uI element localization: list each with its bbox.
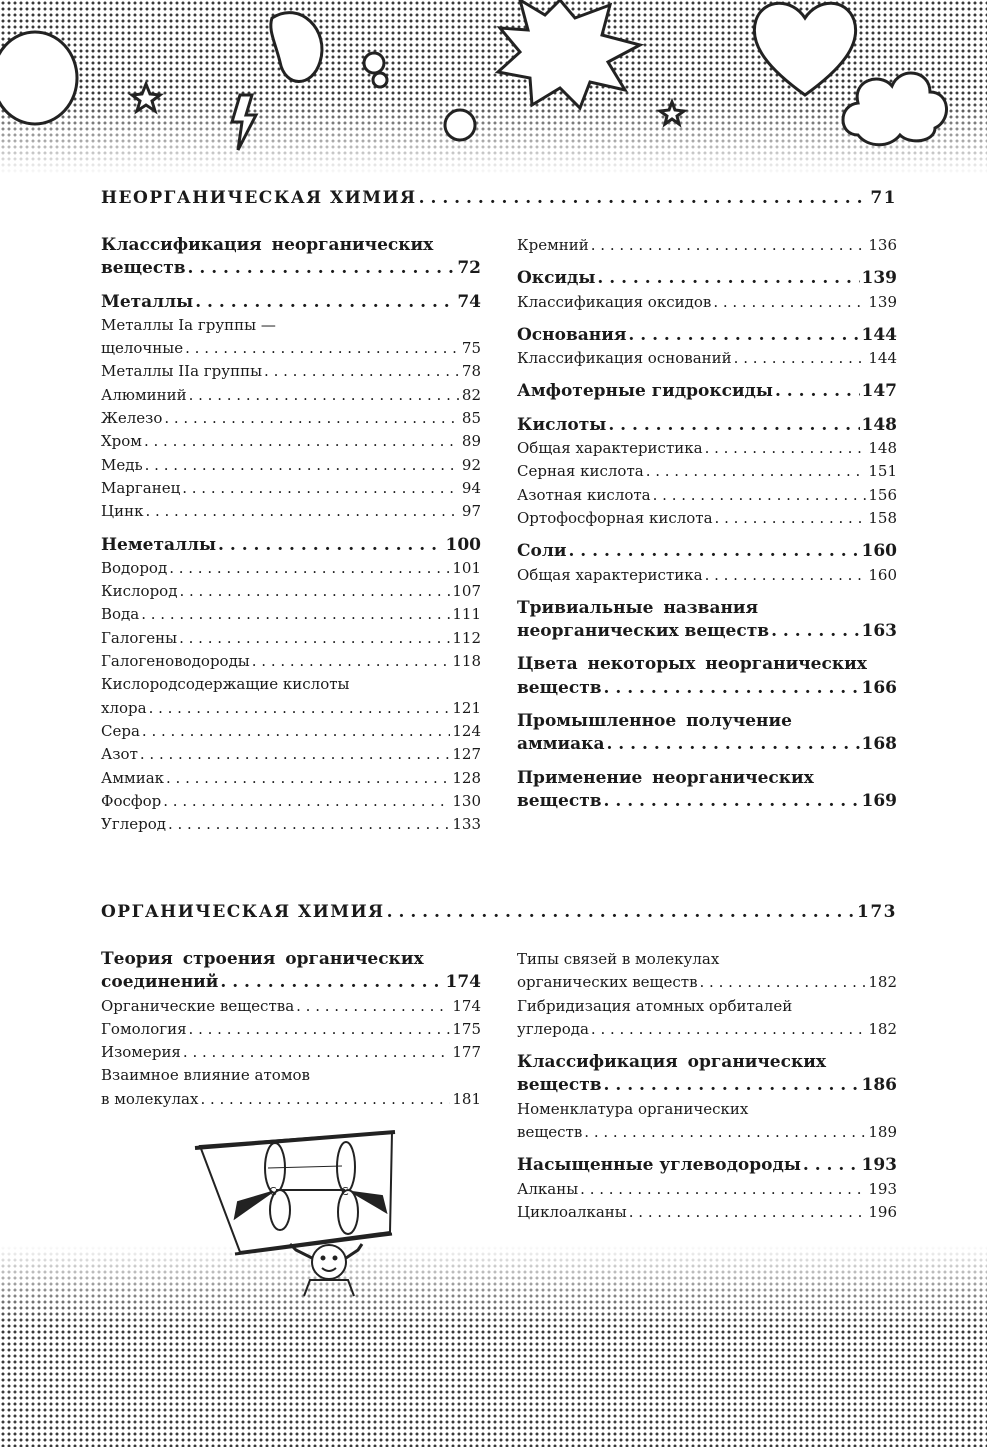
toc-entry-label: аммиака xyxy=(517,734,605,755)
toc-subentry-page: 148 xyxy=(868,439,897,458)
toc-subentry-page: 175 xyxy=(452,1019,481,1038)
toc-subentry-label: Серная кислота xyxy=(517,462,644,481)
toc-entry-label: неорганических веществ xyxy=(517,621,770,642)
toc-subentry-page: 82 xyxy=(461,385,481,404)
toc-subentry-label: Гомология xyxy=(101,1019,187,1038)
toc-subentry-page: 158 xyxy=(868,508,897,527)
toc-subentry[interactable] xyxy=(517,971,897,994)
toc-entry-title[interactable]: Классификация органических xyxy=(517,1052,826,1073)
toc-subentry-title[interactable]: Номенклатура органических xyxy=(517,1099,749,1118)
toc-subentry-page: 78 xyxy=(461,362,481,381)
toc-subentry-label: Медь xyxy=(101,455,143,474)
toc-subentry-label: Органические вещества xyxy=(101,996,295,1015)
toc-subentry-title[interactable]: Типы связей в молекулах xyxy=(517,950,720,968)
toc-subentry-page: 196 xyxy=(868,1202,897,1221)
dot-leader xyxy=(803,1154,860,1177)
toc-entry[interactable] xyxy=(517,1074,897,1097)
toc-subentry-page: 139 xyxy=(868,292,897,311)
toc-entry-page: 139 xyxy=(861,268,897,289)
toc-subentry-label: Хром xyxy=(101,432,142,451)
toc-entry-page: 100 xyxy=(445,534,481,555)
toc-entry-label: соединений xyxy=(101,972,219,993)
toc-subentry-title[interactable]: Кислородсодержащие кислоты xyxy=(101,675,350,694)
dot-leader xyxy=(604,1074,860,1097)
toc-group-saturated xyxy=(517,1154,897,1224)
toc-entry-page: 169 xyxy=(861,790,897,811)
toc-group-organic-classification xyxy=(517,1051,897,1144)
toc-entry-label: Оксиды xyxy=(517,268,596,289)
toc-subentry-label: Азот xyxy=(101,745,138,764)
character-body xyxy=(304,1280,354,1296)
toc-entry-label: веществ xyxy=(517,790,602,811)
toc-entry-label: Металлы xyxy=(101,291,194,312)
toc-subentry-label: щелочные xyxy=(101,339,184,358)
toc-subentry-label: Аммиак xyxy=(101,768,165,787)
toc-subentry-page: 85 xyxy=(461,409,481,428)
toc-entry-page: 147 xyxy=(861,381,897,402)
toc-entry-title[interactable]: Цвета некоторых неорганических xyxy=(517,654,867,675)
dot-leader xyxy=(580,1178,866,1201)
toc-subentry-page: 75 xyxy=(461,339,481,358)
toc-subentry-page: 121 xyxy=(452,698,481,717)
toc-entry-label: веществ xyxy=(101,258,186,279)
toc-subentry-label: Кислород xyxy=(101,582,178,601)
toc-entry-label: Насыщенные углеводороды xyxy=(517,1155,801,1176)
character-arm-right xyxy=(346,1244,362,1258)
toc-subentry-page: 144 xyxy=(868,349,897,368)
toc-subentry-label: Ортофосфорная кислота xyxy=(517,508,713,527)
toc-subentry-label: Вода xyxy=(101,605,140,624)
toc-entry-label: веществ xyxy=(517,1075,602,1096)
toc-entry-title[interactable]: Тривиальные названия xyxy=(517,597,759,618)
toc-entry-page: 72 xyxy=(457,258,481,279)
atom-label-right: C xyxy=(341,1185,349,1198)
toc-entry-page: 148 xyxy=(861,414,897,435)
toc-entry-title[interactable]: Промышленное получение xyxy=(517,711,792,732)
toc-entry-page: 163 xyxy=(861,621,897,642)
toc-entry-page: 144 xyxy=(861,324,897,345)
toc-subentry-label: Кремний xyxy=(517,236,589,254)
toc-subentry[interactable] xyxy=(517,1018,897,1041)
toc-subentry-label: Металлы IIa группы xyxy=(101,362,263,381)
toc-subentry-label: в молекулах xyxy=(101,1089,199,1108)
poster-sheet xyxy=(200,1132,392,1252)
toc-entry-label: Амфотерные гидроксиды xyxy=(517,381,773,402)
toc-group-bond-types xyxy=(517,948,897,1041)
toc-entry-label: Неметаллы xyxy=(101,534,217,555)
toc-subentry-label: Циклоалканы xyxy=(517,1202,627,1221)
toc-entry-label: Соли xyxy=(517,541,567,562)
toc-subentry-page: 94 xyxy=(461,478,481,497)
toc-entry-page: 168 xyxy=(861,734,897,755)
toc-entry-label: Основания xyxy=(517,324,627,345)
toc-subentry-label: Алюминий xyxy=(101,385,187,404)
toc-subentry-page: 174 xyxy=(452,996,481,1015)
toc-subentry-label: Алканы xyxy=(517,1179,579,1198)
toc-entry-title[interactable]: Теория строения органических xyxy=(101,949,424,969)
toc-subentry-label: Азотная кислота xyxy=(517,485,651,504)
toc-subentry-page: 156 xyxy=(868,485,897,504)
toc-subentry-page: 181 xyxy=(452,1089,481,1108)
toc-entry-label: Кислоты xyxy=(517,414,607,435)
toc-subentry-label: Марганец xyxy=(101,478,181,497)
toc-subentry-page: 118 xyxy=(452,652,481,671)
toc-subentry-page: 193 xyxy=(868,1179,897,1198)
toc-subentry-label: органических веществ xyxy=(517,973,698,992)
toc-subentry-page: 89 xyxy=(461,432,481,451)
toc-subentry-label: Сера xyxy=(101,721,140,740)
section-page: 71 xyxy=(870,188,897,208)
toc-subentry-page: 97 xyxy=(461,502,481,521)
toc-subentry-page: 136 xyxy=(868,236,897,254)
toc-subentry-page: 182 xyxy=(868,973,897,992)
toc-subentry[interactable] xyxy=(517,1178,897,1201)
toc-subentry-label: веществ xyxy=(517,1123,583,1142)
character-eye xyxy=(322,1257,325,1260)
toc-entry-page: 174 xyxy=(445,972,481,993)
section-title: НЕОРГАНИЧЕСКАЯ ХИМИЯ xyxy=(101,188,417,208)
toc-entry-page: 160 xyxy=(861,541,897,562)
toc-subentry-label: Фосфор xyxy=(101,791,162,810)
toc-subentry-label: Классификация оснований xyxy=(517,349,732,368)
toc-subentry-label: Классификация оксидов xyxy=(517,292,712,311)
toc-subentry-label: Водород xyxy=(101,558,168,577)
toc-subentry-title[interactable]: Гибридизация атомных орбиталей xyxy=(517,996,793,1015)
toc-subentry-label: Изомерия xyxy=(101,1043,181,1062)
toc-subentry-title[interactable]: Металлы Ia группы — xyxy=(101,315,276,334)
toc-subentry-page: 112 xyxy=(452,628,481,647)
toc-subentry-label: Галогеноводороды xyxy=(101,652,250,671)
toc-entry-title[interactable]: Классификация неорганических xyxy=(101,235,434,255)
toc-entry-label: веществ xyxy=(517,677,602,698)
dot-leader xyxy=(591,1018,866,1041)
atom-label-left: C xyxy=(269,1185,277,1198)
toc-subentry-page: 92 xyxy=(461,455,481,474)
section-page: 173 xyxy=(857,902,897,922)
toc-subentry-page: 124 xyxy=(452,721,481,740)
character-head xyxy=(312,1245,346,1279)
toc-subentry-page: 160 xyxy=(868,565,897,584)
character-eye xyxy=(334,1257,337,1260)
toc-subentry-page: 151 xyxy=(868,462,897,481)
toc-entry-page: 166 xyxy=(861,677,897,698)
toc-subentry[interactable] xyxy=(517,1201,897,1224)
toc-subentry-label: Железо xyxy=(101,409,163,428)
toc-subentry-page: 127 xyxy=(452,745,481,764)
toc-subentry-label: Галогены xyxy=(101,628,178,647)
toc-subentry-page: 133 xyxy=(452,815,481,834)
toc-subentry-title[interactable]: Взаимное влияние атомов xyxy=(101,1066,310,1085)
toc-subentry-page: 101 xyxy=(452,558,481,577)
section-title: ОРГАНИЧЕСКАЯ ХИМИЯ xyxy=(101,902,385,922)
toc-entry-title[interactable]: Применение неорганических xyxy=(517,767,814,788)
toc-subentry-label: Цинк xyxy=(101,502,144,521)
toc-entry-page: 186 xyxy=(861,1075,897,1096)
toc-subentry-label: Общая характеристика xyxy=(517,439,703,458)
toc-entry-page: 193 xyxy=(861,1155,897,1176)
dot-leader xyxy=(700,971,867,994)
toc-subentry-page: 177 xyxy=(452,1043,481,1062)
organic-right-column xyxy=(517,948,897,1234)
toc-entry-page: 74 xyxy=(457,291,481,312)
toc-subentry-label: хлора xyxy=(101,698,147,717)
toc-subentry-label: Углерод xyxy=(101,815,166,834)
toc-subentry-page: 107 xyxy=(452,582,481,601)
toc-subentry[interactable] xyxy=(517,1121,897,1144)
toc-subentry-page: 189 xyxy=(868,1123,897,1142)
toc-subentry-label: углерода xyxy=(517,1019,589,1038)
toc-entry[interactable] xyxy=(517,1154,897,1177)
dot-leader xyxy=(629,1201,867,1224)
dot-leader xyxy=(584,1121,866,1144)
toc-subentry-page: 182 xyxy=(868,1019,897,1038)
toc-subentry-page: 130 xyxy=(452,791,481,810)
toc-subentry-label: Общая характеристика xyxy=(517,565,703,584)
toc-subentry-page: 128 xyxy=(452,768,481,787)
toc-subentry-page: 111 xyxy=(452,605,481,624)
